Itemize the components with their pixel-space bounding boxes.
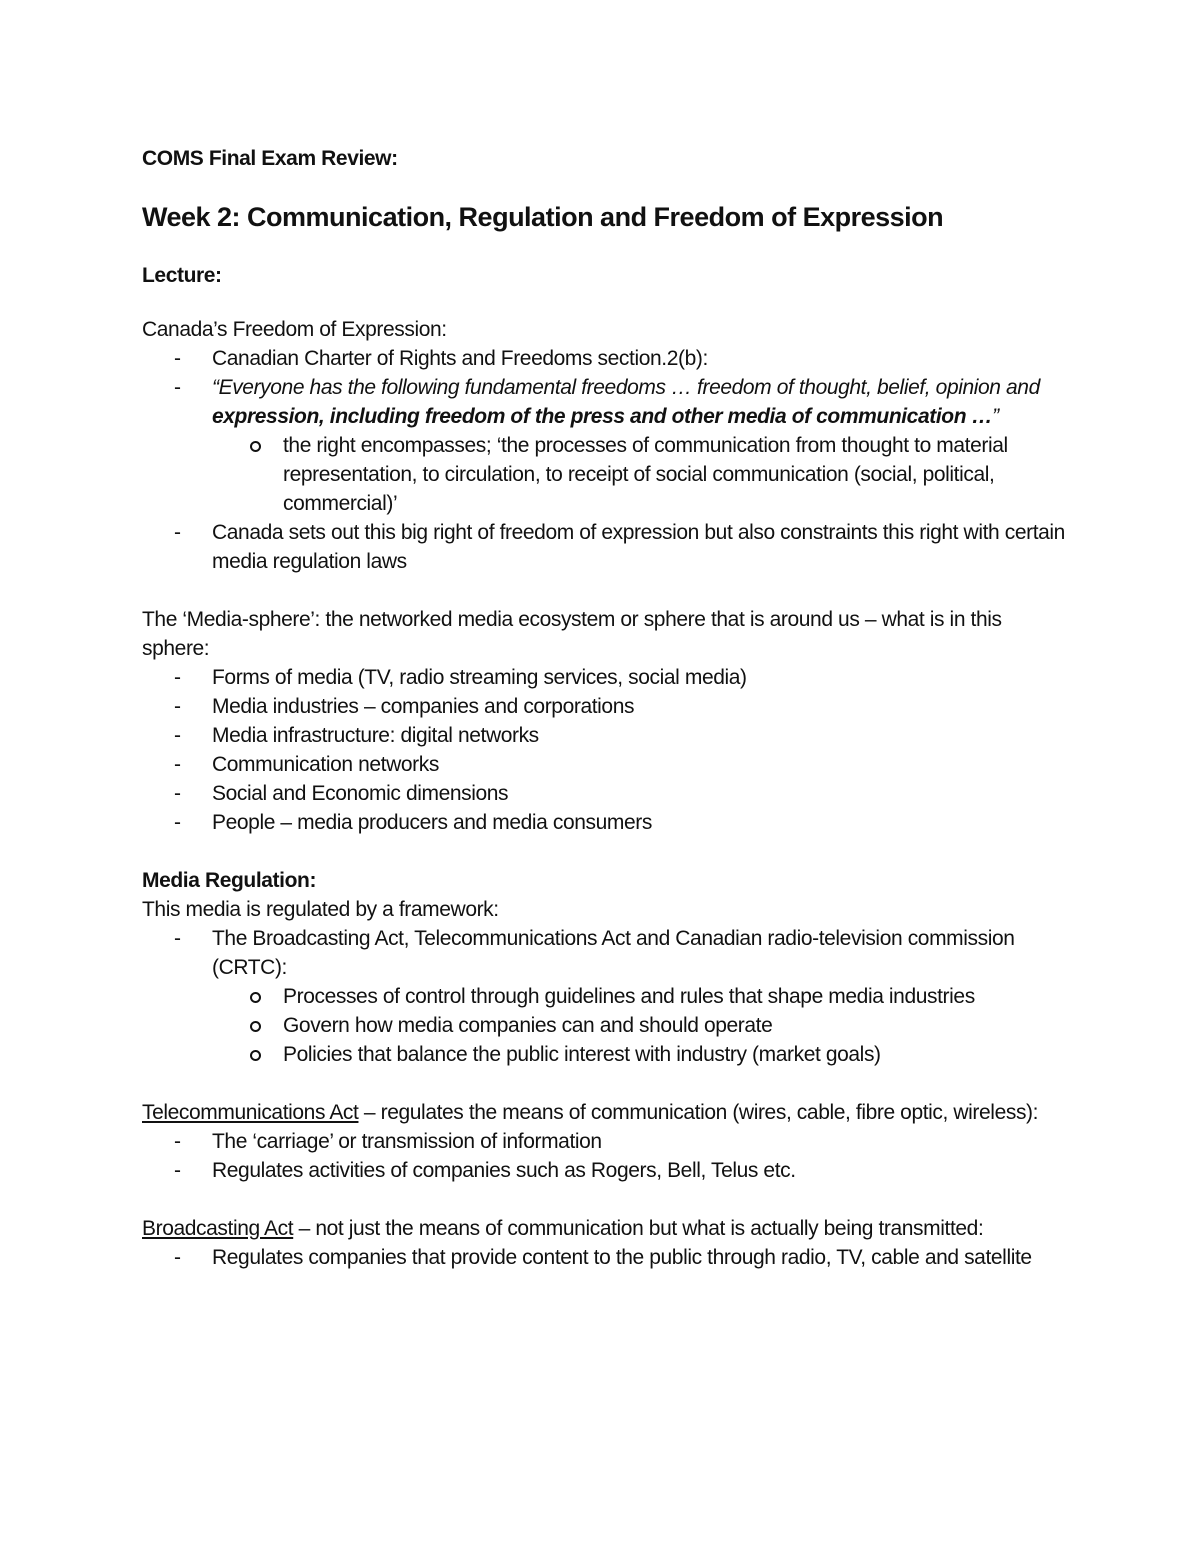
regulation-heading: Media Regulation:: [142, 869, 317, 892]
sub-list-item: [283, 431, 1072, 518]
document-page: [142, 144, 1072, 1272]
document-title: COMS Final Exam Review:: [142, 147, 398, 170]
list-item: [212, 373, 1072, 518]
list-item: - Regulates activities of companies such as Rogers, Bell, Telus etc.: [212, 1156, 1072, 1185]
freedom-list: [142, 344, 1072, 576]
regulation-intro: This media is regulated by a framework:: [142, 898, 499, 921]
list-item: - Communication networks: [212, 750, 1072, 779]
sub-list-item: Processes of control through guidelines and rules that shape media industries: [283, 982, 1072, 1011]
broadcast-term: Broadcasting Act: [142, 1217, 294, 1240]
list-item: - Media industries – companies and corporations: [212, 692, 1072, 721]
list-item: [212, 344, 1072, 373]
regulation-list: [142, 924, 1072, 1069]
sub-list-item: Policies that balance the public interest with industry (market goals): [283, 1040, 1072, 1069]
quote-sublist: [212, 431, 1072, 518]
list-item: - Social and Economic dimensions: [212, 779, 1072, 808]
charter-quote-start: “Everyone has the following fundamental freedoms … freedom of thought, belief, opinion and: [212, 376, 1040, 399]
list-item: [212, 518, 1072, 576]
list-item: - People – media producers and media consumers: [212, 808, 1072, 837]
freedom-heading: Canada’s Freedom of Expression:: [142, 318, 447, 341]
telecom-term: Telecommunications Act: [142, 1101, 359, 1124]
broadcast-description: – not just the means of communication but what is actually being transmitted:: [293, 1217, 984, 1240]
mediasphere-intro: The ‘Media-sphere’: the networked media ecosystem or sphere that is around us – what is in this sphere:: [142, 608, 1002, 660]
broadcast-list: [142, 1243, 1072, 1272]
list-item: - Forms of media (TV, radio streaming services, social media): [212, 663, 1072, 692]
list-item: - Media infrastructure: digital networks: [212, 721, 1072, 750]
lecture-label: Lecture:: [142, 264, 222, 287]
list-item-text: Canada sets out this big right of freedom of expression but also constraints this right with certain media regulation laws: [212, 521, 1065, 573]
list-item-text: Canadian Charter of Rights and Freedoms section.2(b):: [212, 347, 708, 370]
mediasphere-list: [142, 663, 1072, 837]
sub-list-item-text: the right encompasses; ‘the processes of communication from thought to material representation, to circulation, to receipt of social communication (social, political, commercial)’: [283, 434, 1008, 515]
week-heading: Week 2: Communication, Regulation and Freedom of Expression: [142, 202, 944, 232]
charter-quote-end: ”: [992, 405, 999, 428]
telecom-paragraph: [142, 1098, 1072, 1127]
list-item: [212, 924, 1072, 1069]
telecom-description: – regulates the means of communication (wires, cable, fibre optic, wireless):: [358, 1101, 1039, 1124]
telecom-list: [142, 1127, 1072, 1185]
regulation-sublist: [212, 982, 1072, 1069]
charter-quote-emphasis: expression, including freedom of the press and other media of communication …: [212, 405, 993, 428]
list-item-text: The Broadcasting Act, Telecommunications Act and Canadian radio-television commission (CRTC):: [212, 927, 1015, 979]
broadcast-paragraph: [142, 1214, 1072, 1243]
list-item: - Regulates companies that provide content to the public through radio, TV, cable and satellite: [212, 1243, 1072, 1272]
list-item: - The ‘carriage’ or transmission of information: [212, 1127, 1072, 1156]
sub-list-item: Govern how media companies can and should operate: [283, 1011, 1072, 1040]
